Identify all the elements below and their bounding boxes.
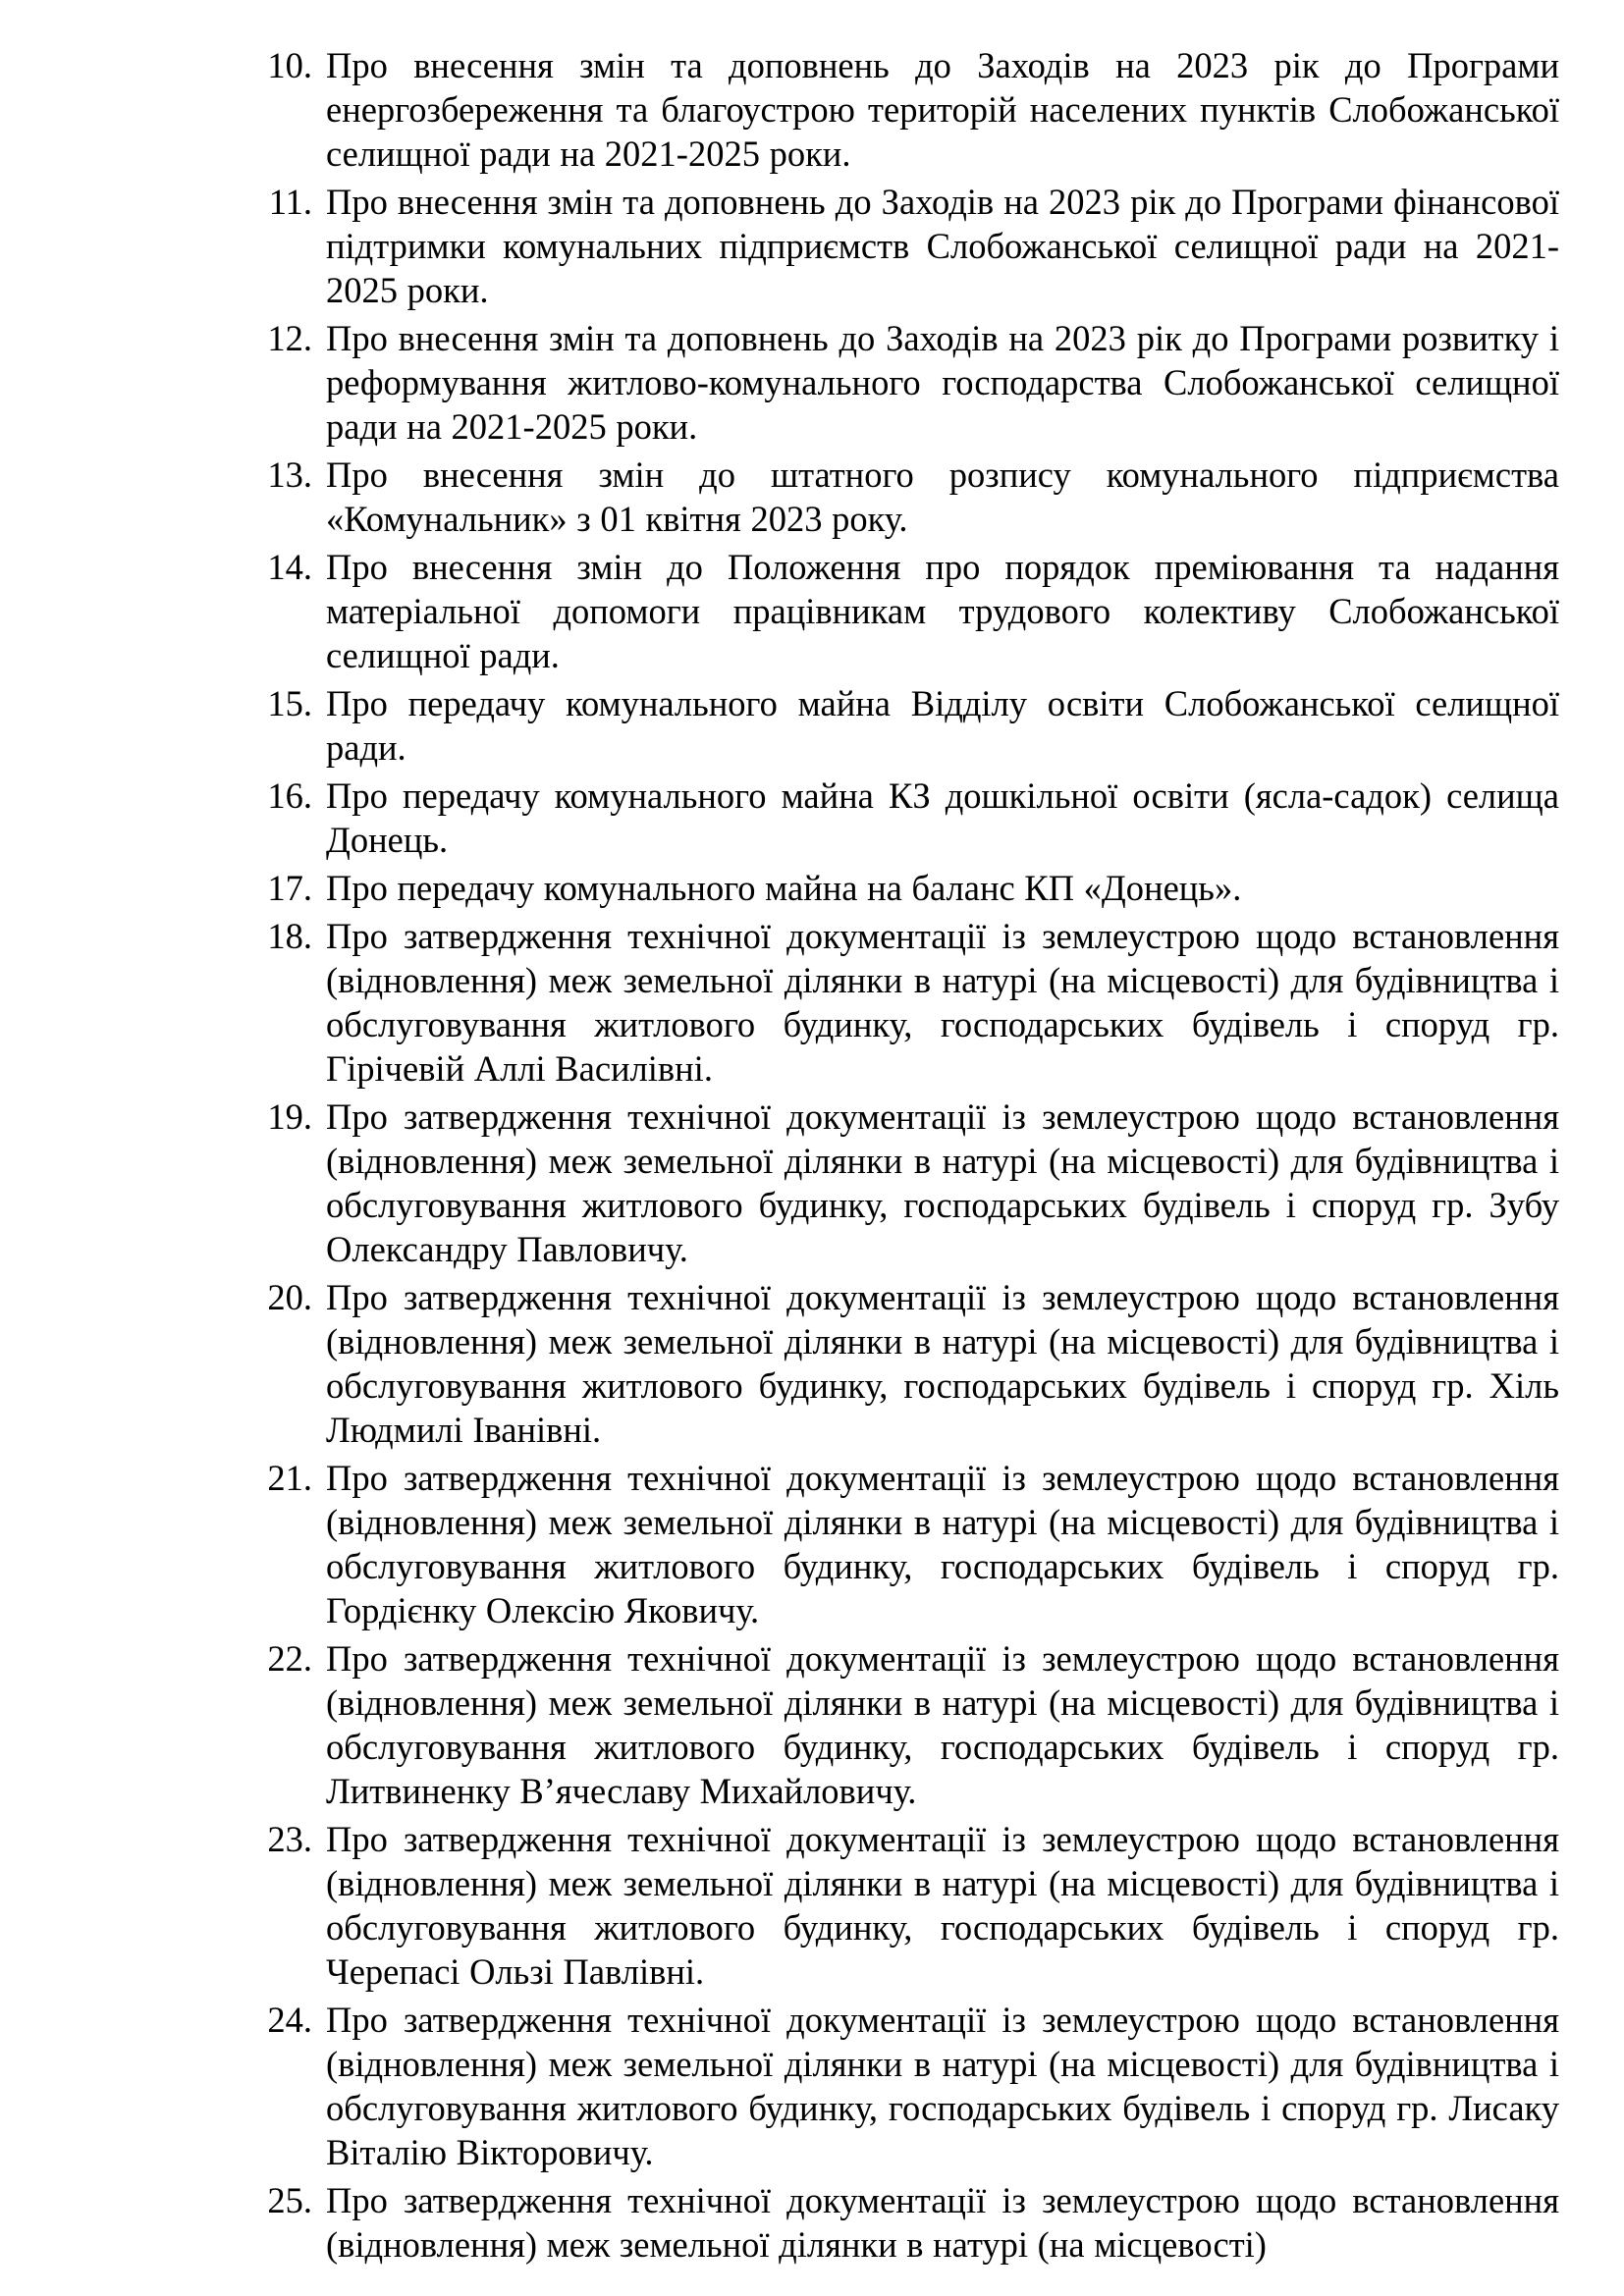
- item-text: Про затвердження технічної документації із землеустрою щодо встановлення (відновлення) меж земельної ділянки в натурі (на місцевості) для будівництва і обслуговування житлового будинку, господарських будівель і споруд гр. Литвиненку В’ячеславу Михайловичу.: [326, 1638, 1559, 1811]
- item-number: 21.: [267, 1458, 312, 1498]
- agenda-item: [236, 681, 1559, 770]
- item-number: 17.: [267, 868, 312, 908]
- item-text: Про затвердження технічної документації із землеустрою щодо встановлення (відновлення) меж земельної ділянки в натурі (на місцевості) для будівництва і обслуговування житлового будинку, господарських будівель і споруд гр. Гордієнку Олексію Яковичу.: [326, 1458, 1559, 1630]
- agenda-item: [236, 1275, 1559, 1452]
- item-number: 22.: [267, 1638, 312, 1679]
- agenda-item: [236, 1998, 1559, 2174]
- item-text: Про внесення змін до штатного розпису комунального підприємства «Комунальник» з 01 квітня 2023 року.: [326, 454, 1559, 539]
- item-number: 15.: [267, 683, 312, 723]
- item-number: 10.: [267, 45, 312, 85]
- item-number: 20.: [267, 1277, 312, 1317]
- item-text: Про затвердження технічної документації із землеустрою щодо встановлення (відновлення) меж земельної ділянки в натурі (на місцевості) для будівництва і обслуговування житлового будинку, господарських будівель і споруд гр. Черепасі Ользі Павлівні.: [326, 1819, 1559, 1992]
- agenda-item: [236, 180, 1559, 312]
- agenda-item: [236, 545, 1559, 677]
- item-text: Про передачу комунального майна Відділу освіти Слобожанської селищної ради.: [326, 683, 1559, 768]
- agenda-item: [236, 316, 1559, 449]
- item-text: Про затвердження технічної документації із землеустрою щодо встановлення (відновлення) меж земельної ділянки в натурі (на місцевості) для будівництва і обслуговування житлового будинку, господарських будівель і споруд гр. Лисаку Віталію Вікторовичу.: [326, 2000, 1559, 2172]
- item-number: 19.: [267, 1096, 312, 1137]
- item-number: 24.: [267, 2000, 312, 2040]
- agenda-item: [236, 774, 1559, 862]
- item-number: 18.: [267, 916, 312, 956]
- item-text: Про внесення змін та доповнень до Заходів на 2023 рік до Програми розвитку і реформування житлово-комунального господарства Слобожанської селищної ради на 2021-2025 роки.: [326, 318, 1559, 447]
- agenda-list: [236, 43, 1559, 2270]
- agenda-item: [236, 1456, 1559, 1632]
- agenda-item: [236, 914, 1559, 1091]
- item-number: 13.: [267, 454, 312, 495]
- agenda-item: [236, 453, 1559, 541]
- item-text: Про передачу комунального майна на баланс КП «Донець».: [326, 868, 1242, 908]
- item-text: Про внесення змін та доповнень до Заходів на 2023 рік до Програми фінансової підтримки комунальних підприємств Слобожанської селищної ради на 2021-2025 роки.: [326, 182, 1559, 310]
- item-text: Про затвердження технічної документації із землеустрою щодо встановлення (відновлення) меж земельної ділянки в натурі (на місцевості) для будівництва і обслуговування житлового будинку, господарських будівель і споруд гр. Хіль Людмилі Іванівні.: [326, 1277, 1559, 1450]
- agenda-item: [236, 1095, 1559, 1271]
- item-text: Про затвердження технічної документації із землеустрою щодо встановлення (відновлення) меж земельної ділянки в натурі (на місцевості) для будівництва і обслуговування житлового будинку, господарських будівель і споруд гр. Гірічевій Аллі Василівні.: [326, 916, 1559, 1089]
- agenda-item: [236, 43, 1559, 176]
- item-number: 14.: [267, 547, 312, 587]
- item-text: Про затвердження технічної документації із землеустрою щодо встановлення (відновлення) меж земельної ділянки в натурі (на місцевості): [326, 2180, 1559, 2265]
- item-text: Про затвердження технічної документації із землеустрою щодо встановлення (відновлення) меж земельної ділянки в натурі (на місцевості) для будівництва і обслуговування житлового будинку, господарських будівель і споруд гр. Зубу Олександру Павловичу.: [326, 1096, 1559, 1269]
- item-number: 23.: [267, 1819, 312, 1859]
- item-number: 16.: [267, 775, 312, 816]
- agenda-item: [236, 1817, 1559, 1994]
- item-text: Про передачу комунального майна КЗ дошкільної освіти (ясла-садок) селища Донець.: [326, 775, 1559, 860]
- item-number: 25.: [267, 2180, 312, 2220]
- agenda-item: [236, 2178, 1559, 2267]
- item-number: 12.: [267, 318, 312, 358]
- agenda-item: [236, 866, 1559, 910]
- item-number: 11.: [268, 182, 312, 222]
- item-text: Про внесення змін та доповнень до Заходів на 2023 рік до Програми енергозбереження та благоустрою територій населених пунктів Слобожанської селищної ради на 2021-2025 роки.: [326, 45, 1559, 174]
- agenda-item: [236, 1636, 1559, 1813]
- item-text: Про внесення змін до Положення про порядок преміювання та надання матеріальної допомоги працівникам трудового колективу Слобожанської селищної ради.: [326, 547, 1559, 675]
